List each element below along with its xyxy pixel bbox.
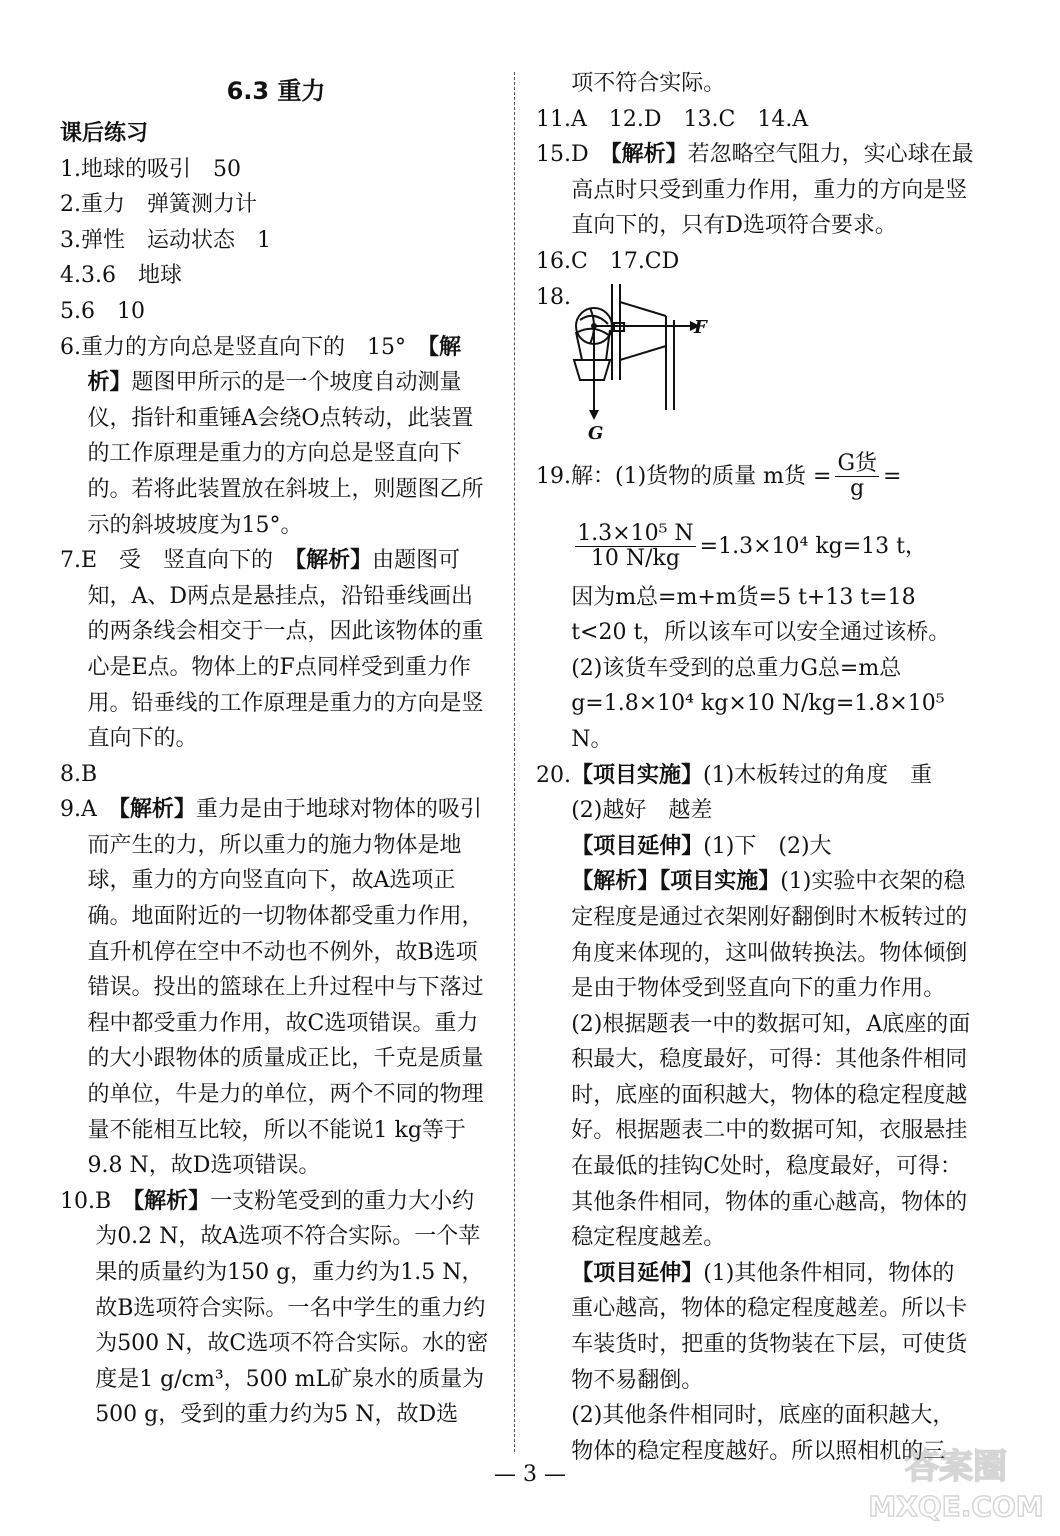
watermark-logo xyxy=(866,1436,1046,1526)
answer-10-head: 10.B xyxy=(60,1188,134,1214)
support-line xyxy=(620,346,666,360)
answers-11-14: 11.A 12.D 13.C 14.A xyxy=(536,106,809,132)
watermark-graphic xyxy=(866,1436,1046,1526)
answer-10-body: 一支粉笔受到的重力大小约为0.2 N，故A选项不符合实际。一个苹果的质量约为150 g，重力约为1.5 N，故B选项符合实际。一名中学生的重力约为500 N，故C选项不符合实际。水的密度是1 g/cm³，500 mL矿泉水的质量为500 g，受到的重力约为5 N，故D选 xyxy=(95,1188,489,1428)
answer-20-head: 20. xyxy=(536,762,571,788)
answers-16-17: 16.C 17.CD xyxy=(536,248,680,274)
center-point xyxy=(591,323,597,329)
fraction-numerator: G货 xyxy=(837,451,878,477)
answer-19-prefix: 19.解：(1)货物的质量 m货 = xyxy=(536,463,832,489)
svg-text:答案圈: 答案圈 xyxy=(905,1447,1007,1487)
answer-9 xyxy=(60,792,492,1184)
answer-6 xyxy=(60,330,492,544)
fraction-mass xyxy=(835,452,879,501)
answer-2: 2.重力 弹簧测力计 xyxy=(60,192,257,218)
answer-20 xyxy=(536,758,976,794)
basket xyxy=(574,360,610,380)
section-heading: 课后练习 xyxy=(60,121,149,146)
answer-8: 8.B xyxy=(60,761,98,787)
fraction-denominator: 10 N/kg xyxy=(590,546,680,572)
answer-20-line3: (1)下 (2)大 xyxy=(703,833,832,859)
answer-20-para2: (2)根据题表一中的数据可知，A底座的面积最大，稳度最好，可得：其他条件相同时，底座的面积越大，物体的稳定程度越好。根据题表二中的数据可知，衣服悬挂在最低的挂钩C处时，稳度最好，可得：其他条件相同，物体的重心越高，物体的稳定程度越差。 xyxy=(571,1011,971,1251)
svg-text:MXQE.COM: MXQE.COM xyxy=(868,1490,1044,1523)
answer-15-body: 若忽略空气阻力，实心球在最高点时只受到重力作用，重力的方向是竖直向下的，只有D选项符合要求。 xyxy=(571,142,974,239)
answer-15-head: 15.D xyxy=(536,142,611,168)
answer-20-extension xyxy=(536,829,976,865)
answer-20-analysis-2 xyxy=(536,1256,976,1398)
page-title: 6.3 重力 xyxy=(226,77,326,105)
answer-6-head: 6.重力的方向总是竖直向下的 15° xyxy=(60,334,428,360)
gravity-label: G xyxy=(588,422,604,444)
analysis-tag: 【解析】 xyxy=(295,548,373,574)
analysis-tag: 【解析】【项目实施】 xyxy=(571,869,781,895)
project-tag: 【项目延伸】 xyxy=(571,1260,704,1286)
project-tag: 【项目延伸】 xyxy=(571,833,704,859)
fraction-denominator: g xyxy=(850,476,865,502)
page-number: — 3 — xyxy=(494,1462,566,1487)
fraction-numerator: 1.3×10⁵ N xyxy=(577,521,694,547)
column-divider xyxy=(514,72,515,1452)
force-label: F xyxy=(694,316,707,338)
support-line xyxy=(620,302,666,316)
answer-4: 4.3.6 地球 xyxy=(60,263,182,289)
answer-10-tail: 项不符合实际。 xyxy=(571,71,726,96)
answer-20-para3: (1)其他条件相同，物体的重心越高，物体的稳定程度越差。所以卡车装货时，把重的货物装在下层，可使货物不易翻倒。 xyxy=(571,1260,968,1393)
answer-5: 5.6 10 xyxy=(60,298,145,324)
answer-19-line4: (2)该货车受到的总重力G总=m总g=1.8×10⁴ kg×10 N/kg=1.8×10⁵ N。 xyxy=(571,655,945,752)
answer-18-figure xyxy=(536,280,976,444)
answer-7 xyxy=(60,543,492,757)
answer-9-body: 重力是由于地球对物体的吸引而产生的力，所以重力的施力物体是地球，重力的方向竖直向下，故A选项正确。地面附近的一切物体都受重力作用，直升机停在空中不动也不例外，故B选项错误。投出的篮球在上升过程中与下落过程中都受重力作用，故C选项错误。重力的大小跟物体的质量成正比，千克是质量的单位，牛是力的单位，两个不同的物理量不能相互比较，所以不能说1 kg等于9.8 N，故D选项错误。 xyxy=(87,797,484,1179)
answer-7-body: 由题图可知，A、D两点是悬挂点，沿铅垂线画出的两条线会相交于一点，因此该物体的重心是E点。物体上的F点同样受到重力作用。铅垂线的工作原理是重力的方向是竖直向下的。 xyxy=(87,548,484,752)
answer-9-head: 9.A xyxy=(60,797,119,823)
equals-sign: = xyxy=(883,463,902,489)
answer-20-line2: (2)越好 越差 xyxy=(571,798,713,824)
answer-20-analysis-1 xyxy=(536,864,976,1006)
fraction-value xyxy=(575,522,695,571)
answer-3: 3.弹性 运动状态 1 xyxy=(60,227,271,253)
answer-20-line1: (1)木板转过的角度 重 xyxy=(703,762,933,788)
answer-18-label: 18. xyxy=(536,284,571,310)
project-tag: 【项目实施】 xyxy=(571,762,704,788)
analysis-tag: 【解析】 xyxy=(133,1188,211,1214)
left-column xyxy=(60,66,492,1433)
answer-19-line3: 因为m总=m+m货=5 t+13 t=18 t<20 t，所以该车可以安全通过该桥。 xyxy=(571,584,951,646)
answer-19-line2 xyxy=(536,514,976,580)
answer-20-para1: (1)实验中衣架的稳定程度是通过衣架刚好翻倒时木板转过的角度来体现的，这叫做转换法。物体倾倒是由于物体受到竖直向下的重力作用。 xyxy=(571,869,968,1002)
answer-1: 1.地球的吸引 50 xyxy=(60,156,241,182)
answer-10 xyxy=(60,1184,492,1433)
analysis-tag: 【解析】 xyxy=(87,334,462,396)
answer-20-para4: (2)其他条件相同时，底座的面积越大，物体的稳定程度越好。所以照相机的三 xyxy=(571,1403,955,1464)
answer-6-body: 题图甲所示的是一个坡度自动测量仪，指针和重锤A会绕O点转动，此装置的工作原理是重力的方向总是竖直向下的。若将此装置放在斜坡上，则题图乙所示的斜坡坡度为15°。 xyxy=(87,370,484,538)
answer-15 xyxy=(536,137,976,244)
analysis-tag: 【解析】 xyxy=(610,142,688,168)
answer-7-head: 7.E 受 竖直向下的 xyxy=(60,548,296,574)
right-column xyxy=(536,66,976,1469)
analysis-tag: 【解析】 xyxy=(118,797,196,823)
answer-19-result: =1.3×10⁴ kg=13 t， xyxy=(699,533,928,559)
